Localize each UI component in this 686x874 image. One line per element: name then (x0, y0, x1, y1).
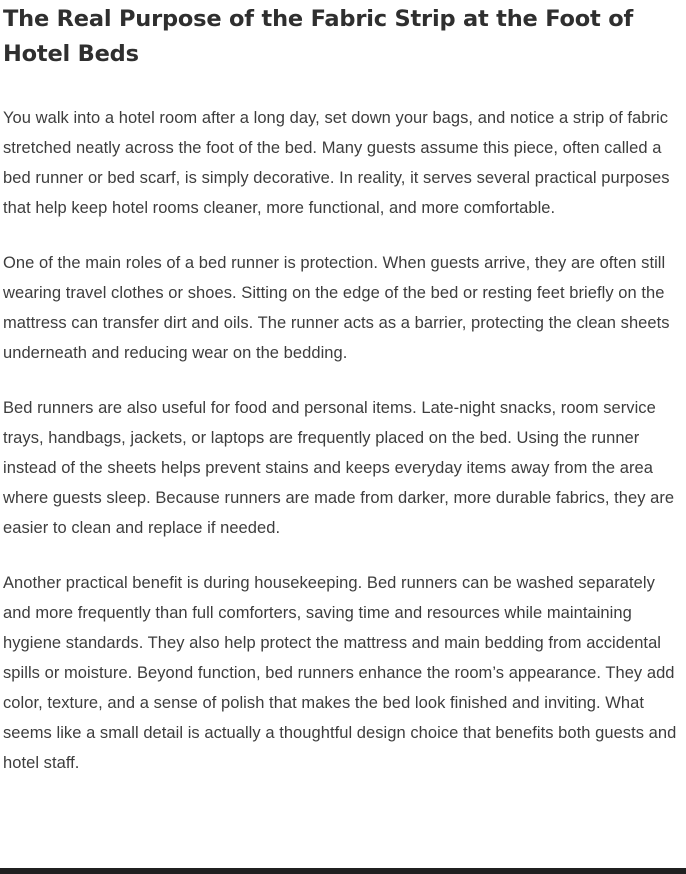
article-paragraph-1: You walk into a hotel room after a long day, set down your bags, and notice a strip of fabric stretched neatly across the foot of the bed. Many guests assume this piece, often called a bed runner or bed scarf, is simply decorative. In reality, it serves several practical purposes that help keep hotel rooms cleaner, more functional, and more comfortable. (3, 109, 670, 217)
bottom-divider-bar (0, 868, 686, 874)
article-paragraph-3: Bed runners are also useful for food and personal items. Late-night snacks, room service trays, handbags, jackets, or laptops are frequently placed on the bed. Using the runner instead of the sheets helps prevent stains and keeps everyday items away from the area where guests sleep. Because runners are made from darker, more durable fabrics, they are easier to clean and replace if needed. (3, 399, 675, 537)
article-paragraph-2: One of the main roles of a bed runner is protection. When guests arrive, they are often still wearing travel clothes or shoes. Sitting on the edge of the bed or resting feet briefly on the mattress can transfer dirt and oils. The runner acts as a barrier, protecting the clean sheets underneath and reducing wear on the bedding. (3, 254, 670, 362)
article-title: The Real Purpose of the Fabric Strip at the Foot of Hotel Beds (3, 6, 634, 67)
article (3, 0, 686, 778)
article-paragraph-4: Another practical benefit is during housekeeping. Bed runners can be washed separately and more frequently than full comforters, saving time and resources while maintaining hygiene standards. They also help protect the mattress and main bedding from accidental spills or moisture. Beyond function, bed runners enhance the room’s appearance. They add color, texture, and a sense of polish that makes the bed look finished and inviting. What seems like a small detail is actually a thoughtful design choice that benefits both guests and hotel staff. (3, 574, 677, 772)
